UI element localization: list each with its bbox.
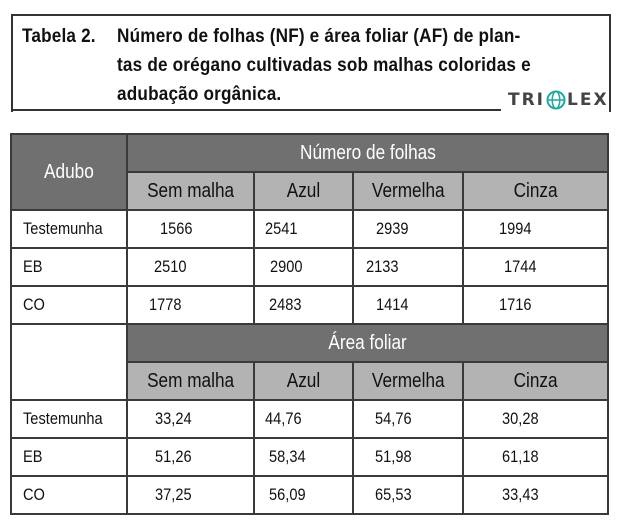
column-header: Vermelha <box>353 362 463 400</box>
table-cell: 2133 <box>353 248 463 286</box>
table-cell: 2483 <box>254 286 353 324</box>
caption-line-1: Número de folhas (NF) e área foliar (AF) de plan- <box>117 25 521 47</box>
triplex-logo <box>508 88 609 112</box>
table-cell: 2541 <box>254 210 353 248</box>
column-header: Cinza <box>463 362 608 400</box>
column-header: Azul <box>254 172 353 210</box>
table-cell: 44,76 <box>254 400 353 438</box>
logo-text-right: LEX <box>567 90 609 110</box>
column-header: Sem malha <box>127 362 254 400</box>
table-cell: 2939 <box>353 210 463 248</box>
adubo-header: Adubo <box>11 134 127 210</box>
table-row <box>11 438 608 476</box>
table-row <box>11 476 608 514</box>
table-cell: 61,18 <box>463 438 608 476</box>
row-label: Testemunha <box>11 400 127 438</box>
table-cell: 30,28 <box>463 400 608 438</box>
row-label: CO <box>11 286 127 324</box>
table-cell: 1414 <box>353 286 463 324</box>
table-row <box>11 400 608 438</box>
row-label: EB <box>11 248 127 286</box>
column-header: Azul <box>254 362 353 400</box>
table-cell: 51,98 <box>353 438 463 476</box>
table-cell: 2900 <box>254 248 353 286</box>
caption-label: Tabela 2. <box>22 25 96 47</box>
data-table <box>10 133 609 515</box>
table-cell: 54,76 <box>353 400 463 438</box>
table-cell: 58,34 <box>254 438 353 476</box>
caption-line-3: adubação orgânica. <box>117 83 282 105</box>
table-cell: 1994 <box>463 210 608 248</box>
table-cell: 33,24 <box>127 400 254 438</box>
table-row <box>11 248 608 286</box>
row-label: EB <box>11 438 127 476</box>
section-title-folhas: Número de folhas <box>127 134 608 172</box>
table-cell: 1778 <box>127 286 254 324</box>
table-cell: 33,43 <box>463 476 608 514</box>
table-cell: 2510 <box>127 248 254 286</box>
blank-cell <box>11 324 127 400</box>
row-label: Testemunha <box>11 210 127 248</box>
column-header: Cinza <box>463 172 608 210</box>
table-cell: 56,09 <box>254 476 353 514</box>
table-cell: 37,25 <box>127 476 254 514</box>
table-row <box>11 210 608 248</box>
table-cell: 1566 <box>127 210 254 248</box>
row-label: CO <box>11 476 127 514</box>
globe-icon <box>546 90 566 110</box>
table-cell: 1744 <box>463 248 608 286</box>
column-header: Sem malha <box>127 172 254 210</box>
table-row <box>11 286 608 324</box>
section-title-area: Área foliar <box>127 324 608 362</box>
caption-underline <box>11 109 501 111</box>
table-cell: 65,53 <box>353 476 463 514</box>
column-header: Vermelha <box>353 172 463 210</box>
table-cell: 1716 <box>463 286 608 324</box>
logo-text-left: TRI <box>508 90 546 110</box>
caption-line-2: tas de orégano cultivadas sob malhas coloridas e <box>117 54 531 76</box>
table-cell: 51,26 <box>127 438 254 476</box>
